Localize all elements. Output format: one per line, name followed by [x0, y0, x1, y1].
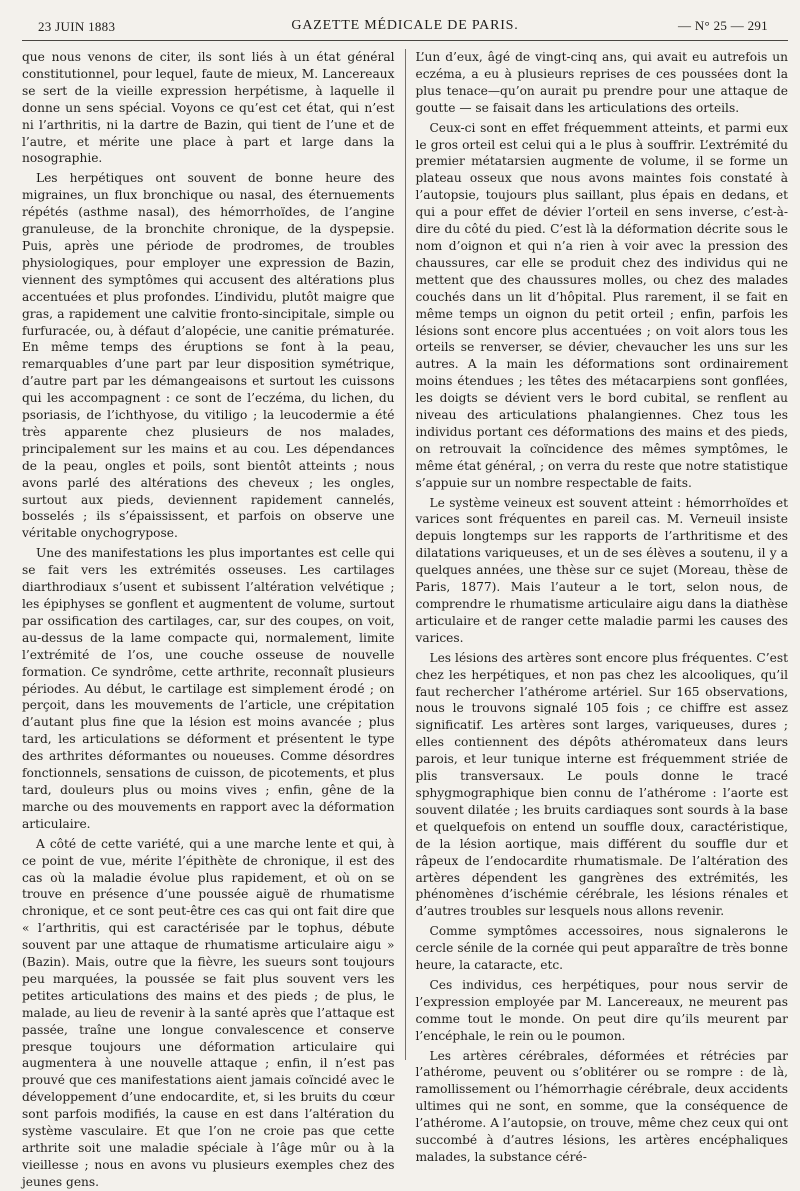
paragraph: Une des manifestations les plus importantes est celle qui se fait vers les extrémités osseuses. Les cartilages diarthrodiaux s’usent et subissent l’altération velvétique ; les épiphyses se gonflent et augmentent de volume, surtout par ossification des cartilages, car, sur des coupes, on voit, au-dessus de la lame compacte qui, normalement, limite l’extrémité de l’os, une couche osseuse de nouvelle formation. Ce syndrôme, cette arthrite, reconnaît plusieurs périodes. Au début, le cartilage est simplement érodé ; on perçoit, dans les mouvements de l’article, une crépitation d’autant plus fine que la lésion est moins avancée ; plus tard, les articulations se déforment et présentent le type des arthrites déformantes ou noueuses. Comme désordres fonctionnels, sensations de cuisson, de picotements, et plus tard, douleurs plus ou moins vives ; enfin, gêne de la marche ou des mouvements en rapport avec la déformation articulaire. — [22, 546, 395, 831]
paragraph: Les artères cérébrales, déformées et rétrécies par l’athérome, peuvent ou s’oblitérer ou se rompre : de là, ramollissement ou l’hémorrhagie cérébrale, deux accidents ultimes qui ne sont, en somme, que la conséquence de l’athérome. A l’autopsie, on trouve, même chez ceux qui ont succombé à d’autres lésions, les artères encéphaliques malades, la substance céré- — [415, 1048, 788, 1164]
page-header — [22, 8, 788, 41]
issue-date: 23 JUIN 1883 — [38, 19, 116, 34]
issue-number: — N° 25 — 291 — [678, 18, 768, 33]
paragraph: A côté de cette variété, qui a une marche lente et qui, à ce point de vue, mérite l’épithète de chronique, il est des cas où la maladie évolue plus rapidement, et où on se trouve en présence d’une poussée aiguë de rhumatisme chronique, et ce sont peut-être ces cas qui ont fait dire que « l’arthritis, qui est caractérisée par le tophus, débute souvent par une attaque de rhumatisme articulaire aigu » (Bazin). Mais, outre que la fièvre, les sueurs sont toujours peu marquées, la poussée se fait plus souvent vers les petites articulations des mains et des pieds ; de plus, le malade, au lieu de revenir à la santé après que l’attaque est passée, traîne une longue convalescence et conserve presque toujours une déformation articulaire qui augmentera à une nouvelle attaque ; enfin, il n’est pas prouvé que ces manifestations aient jamais coïncidé avec le développement d’une endocardite, et, si les bruits du cœur sont parfois modifiés, la cause en est dans l’altération du système vasculaire. Et que l’on ne croie pas que cette arthrite soit une maladie spéciale à l’âge mûr ou à la vieillesse ; nous en avons vu plusieurs exemples chez des jeunes gens. — [22, 836, 395, 1189]
paragraph: Les herpétiques ont souvent de bonne heure des migraines, un flux bronchique ou nasal, des éternuements répétés (asthme nasal), des hémorrhoïdes, de l’angine granuleuse, de la bronchite chronique, de la dyspepsie. Puis, après une période de prodromes, de troubles physiologiques, pour employer une expression de Bazin, viennent des symptômes qui accusent des altérations plus accentuées et plus profondes. L’individu, plutôt maigre que gras, a rapidement une calvitie fronto-sincipitale, simple ou furfuracée, ou, à défaut d’alopécie, une canitie prématurée. En même temps des éruptions se font à la peau, remarquables d’une part par leur disposition symétrique, d’autre part par les démangeaisons et surtout les cuissons qui les accompagnent : ce sont de l’eczéma, du lichen, du psoriasis, de l’ichthyose, du vitiligo ; la leucodermie a été très apparente chez plusieurs de nos malades, principalement sur les mains et au cou. Les dépendances de la peau, ongles et poils, sont bientôt atteints ; nous avons parlé des altérations des cheveux ; les ongles, surtout aux pieds, deviennent rapidement cannelés, bosselés ; ils s’épaississent, et parfois on observe une véritable onychogrypose. — [22, 171, 395, 541]
paragraph: Ces individus, ces herpétiques, pour nous servir de l’expression employée par M. Lancereaux, ne meurent pas comme tout le monde. On peut dire qu’ils meurent par l’encéphale, le rein ou le poumon. — [415, 977, 788, 1043]
journal-title: GAZETTE MÉDICALE DE PARIS. — [291, 18, 519, 33]
paragraph: Les lésions des artères sont encore plus fréquentes. C’est chez les herpétiques, et non pas chez les alcooliques, qu’il faut rechercher l’athérome artériel. Sur 165 observations, nous le trouvons signalé 105 fois ; ce chiffre est assez significatif. Les artères sont larges, variqueuses, dures ; elles contiennent des dépôts athéromateux dans leurs parois, et leur tunique interne est fréquemment striée de plis transversaux. Le pouls donne le tracé sphygmographique bien connu de l’athérome : l’aorte est souvent dilatée ; les bruits cardiaques sont sourds à la base et quelquefois on entend un souffle doux, caractéristique, de la lésion aortique, mais différent du souffle dur et râpeux de l’endocardite rhumatismale. De l’altération des artères dépendent les gangrènes des extrémités, les phénomènes d’ischémie cérébrale, les lésions rénales et d’autres troubles sur lesquels nous allons revenir. — [415, 650, 788, 919]
paragraph: Ceux-ci sont en effet fréquemment atteints, et parmi eux le gros orteil est celui qui a le plus à souffrir. L’extrémité du premier métatarsien augmente de volume, il se forme un plateau osseux que nous avons maintes fois constaté à l’autopsie, toujours plus saillant, plus épais en dedans, et qui a pour effet de dévier l’orteil en sens inverse, c’est-à-dire du côté du pied. C’est là la déformation décrite sous le nom d’oignon et qui n’a rien à voir avec la pression des chaussures, car elle se produit chez des individus qui ne mettent que des chaussures molles, ou chez des malades couchés dans un lit d’hôpital. Plus rarement, il se fait en même temps un oignon du petit orteil ; enfin, parfois les lésions sont encore plus accentuées ; on voit alors tous les orteils se renverser, se dévier, chevaucher les uns sur les autres. A la main les déformations sont ordinairement moins étendues ; les têtes des métacarpiens sont gonflées, les doigts se dévient vers le bord cubital, se renflent au niveau des articulations phalangiennes. Chez tous les individus portant ces déformations des mains et des pieds, on retrouvait la coïncidence des mêmes symptômes, le même état général, ; on verra du reste que notre statistique s’appuie sur un nombre respectable de faits. — [415, 120, 788, 490]
paragraph: que nous venons de citer, ils sont liés à un état général constitutionnel, pour lequel, faute de mieux, M. Lancereaux se sert de la vieille expression herpétisme, à laquelle il donne un sens spécial. Voyons ce qu’est cet état, qui n’est ni l’arthritis, ni la dartre de Bazin, qui tient de l’une et de l’autre, et mérite une place à part et large dans la nosographie. — [22, 50, 395, 166]
column-divider — [405, 49, 406, 1060]
article-columns — [22, 49, 788, 1189]
paragraph: L’un d’eux, âgé de vingt-cinq ans, qui avait eu autrefois un eczéma, a eu à plusieurs reprises de ces poussées dont la plus tenace—qu’on aurait pu prendre pour une attaque de goutte — se faisait dans les articulations des orteils. — [415, 50, 788, 115]
right-column — [415, 49, 788, 1164]
left-column — [22, 49, 395, 1189]
paragraph: Comme symptômes accessoires, nous signalerons le cercle sénile de la cornée qui peut apparaître de très bonne heure, la cataracte, etc. — [415, 924, 788, 973]
paragraph: Le système veineux est souvent atteint : hémorrhoïdes et varices sont fréquentes en pareil cas. M. Verneuil insiste depuis longtemps sur les rapports de l’arthritisme et des dilatations variqueuses, et un de ses élèves a soutenu, il y a quelques années, une thèse sur ce sujet (Moreau, thèse de Paris, 1877). Mais l’auteur a le tort, selon nous, de comprendre le rhumatisme articulaire aigu dans la diathèse articulaire et de ranger cette maladie parmi les causes des varices. — [415, 495, 788, 645]
